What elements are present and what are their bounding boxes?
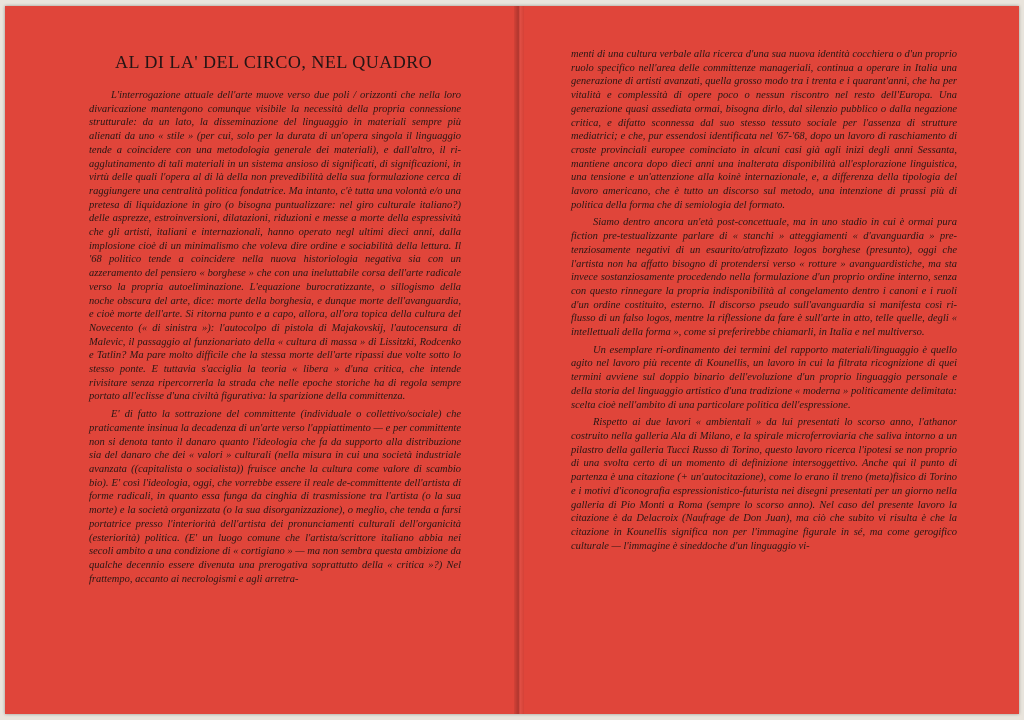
paragraph: Siamo dentro ancora un'età post-concettuale, ma in uno stadio in cui è ormai pura fiction pre-testualizzante parlare di « stanchi » atteggiamenti « d'avanguardia » pre-tenziosamente negativi di un esaurito/atrofizzato logos borghese (presunto), oggi che l'artista non ha affatto bisogno di protendersi verso « rotture » avanguardistiche, ma sta invece sostanziosamente procedendo nella formulazione d'un proprio ordine interno, senza con questo rinnegare la propria indisponibilità al congelamento dentro i canoni e i ruoli d'un ordine costituito, esterno. Il discorso pseudo sull'avanguardia si manifesta così ri-flusso di un falso logos, mentre la riflessione da fare è sull'arte in atto, telle quelle, degli « intellettuali della forma », come si preferirebbe chiamarli, in Italia e nel multiverso. [571,217,957,339]
right-page [523,6,1019,714]
right-text-column [571,48,957,553]
left-page [5,6,517,714]
paragraph: menti di una cultura verbale alla ricerca d'una sua nuova identità cocchiera o d'un proprio ruolo specifico nell'area delle committenze manageriali, continua a operare in Italia una generazione di artisti avanzati, quella grosso modo tra i trenta e i quarant'anni, che ha per vitalità e complessità di opere poco o nessun riscontro nel resto dell'Europa. Una generazione quasi assediata ormai, bisogna dirlo, dal silenzio pubblico o dalla negazione critica, e difatto sconnessa dal suo stesso tessuto sociale per l'assenza di strutture mediatrici; e che, pur essendosi identificata nel '67-'68, dopo un lavoro di raschiamento di croste provinciali europee cominciato in alcuni casi già agli inizi degli anni Sessanta, mantiene ancora dopo dieci anni una inalterata disponibilità all'esplorazione linguistica, una tensione e un'attenzione alla koinè internazionale, e, a differenza della tipologia del lavoro americano, che è tutto un discorso sul metodo, una intenzione di prassi più di politica della forma che di semiologia del formato. [571,49,957,211]
paragraph: E' di fatto la sottrazione del committente (individuale o collettivo/sociale) che praticamente insinua la decadenza di un'arte verso l'appiattimento — e per committente non si denota tanto il danaro quanto l'ideologia che fa da supporto alla distribuzione sia del danaro che dei « valori » culturali (nella misura in cui una società industriale avanzata ((capitalista o socialista)) fruisce anche la cultura come valore di scambio bio). E' così l'ideologia, oggi, che vorrebbe essere il reale de-committente dell'artista di forme radicali, in quanto essa funga da cinghia di trasmissione tra l'artista (o la sua morte) e la società organizzata (o la sua disorganizzazione), o meglio, che tenda a farsi portatrice presso l'interiorità dell'artista dei pronunciamenti culturali dell'organicità (esteriorità) politica. (E' un luogo comune che l'artista/scrittore italiano abbia nei secoli ambito a una condizione di « cortigiano » — ma non sembra questa ambizione da qualche decennio essere divenuta una prerogativa soprattutto della « critica »?) Nel frattempo, accanto ai necrologismi e agli arretra- [89,409,461,585]
paragraph: Un esemplare ri-ordinamento dei termini del rapporto materiali/linguaggio è quello agito nel lavoro più recente di Kounellis, un lavoro in cui la filtrata ricognizione di quei termini avviene sul doppio binario dell'evoluzione d'un proprio linguaggio personale e della storia del linguaggio artistico d'una tradizione « moderna » politicamente delimitata: scelta cioè nell'ambito di una particolare politica dell'espressione. [571,344,957,411]
paragraph: L'interrogazione attuale dell'arte muove verso due poli / orizzonti che nella loro divaricazione mantengono comunque visibile la necessità della propria connessione strutturale: da un lato, la disseminazione del linguaggio in materiali sempre più alienati da uno « stile » (per cui, solo per la durata di un'opera singola il linguaggio tende a coincidere con una metodologia generale dei materiali), e dall'altro, il ri-agglutinamento di tali materiali in un sistema ansioso di significati, di significazioni, in virtù delle quali l'opera al di là della non prevedibilità della sua formulazione cerca di raggiungere una centralità politica fondatrice. Ma intanto, c'è tutta una volontà e/o una pretesa di liquidazione in giro (o bisogna puntualizzare: nel giro culturale italiano?) delle asprezze, estroinversioni, dilatazioni, riduzioni e messe a morte della espressività che gli artisti, italiani e internazionali, hanno operato negl ultimi dieci anni, dalla implosione cioè di un minimalismo che voleva dire ordine e sociabilità della lettura. Il '68 politico tende a coincidere nella nuova historiologia negativa sia con un azzeramento del pensiero « borghese » che con una ineluttabile corsa dell'arte radicale verso la propria autoeliminazione. L'equazione burocratizzante, o sillogismo della noche obscura del arte, dice: morte della borghesia, e dunque morte dell'avanguardia, e cioè morte dell'arte. Si ritorna punto e a capo, allora, all'ora topica della cultura del Novecento (« di sinistra »): l'autocolpo di pistola di Majakovskij, l'autocensura di Malevic, il passaggio al funzionariato della « cultura di massa » di Lissitzki, Rodcenko e Tatlin? Ma pare molto difficile che la stessa morte dell'arte ripassi due volte sotto lo stesso ponte. E tuttavia s'acciglia la teoria « libera » d'una critica, che intende rivisitare senza ripercorrerla la strada che nelle epoche storiche ha di regola sempre portato all'eclisse d'una civiltà figurativa: la sparizione della committenza. [89,90,461,403]
left-text-column [89,89,461,586]
center-fold [514,6,524,714]
paragraph: Rispetto ai due lavori « ambientali » da lui presentati lo scorso anno, l'athanor costruito nella galleria Ala di Milano, e la spirale microferroviaria che saliva intorno a un pilastro della galleria Tucci Russo di Torino, questo lavoro ricerca l'ipotesi se non proprio di una svolta certo di un momento di definizione intersoggettivo. Anche qui il punto di partenza è una citazione (+ un'autocitazione), come lo erano il treno (meta)fisico di Torino e i motivi d'iconografia espressionistico-futurista nei disegni presentati per un giorno nella galleria di Pio Monti a Roma (sempre lo scorso anno). Nel caso del presente lavoro la citazione è da Delacroix (Naufrage de Don Juan), ma ciò che subito vi risulta è che la citazione in Kounellis significa non per l'immagine figurale in sé, ma come gerogifico culturale — l'immagine è sineddoche d'un linguaggio vi- [571,417,957,552]
leaflet-sheet [5,6,1019,714]
article-title: AL DI LA' DEL CIRCO, NEL QUADRO [115,52,433,72]
